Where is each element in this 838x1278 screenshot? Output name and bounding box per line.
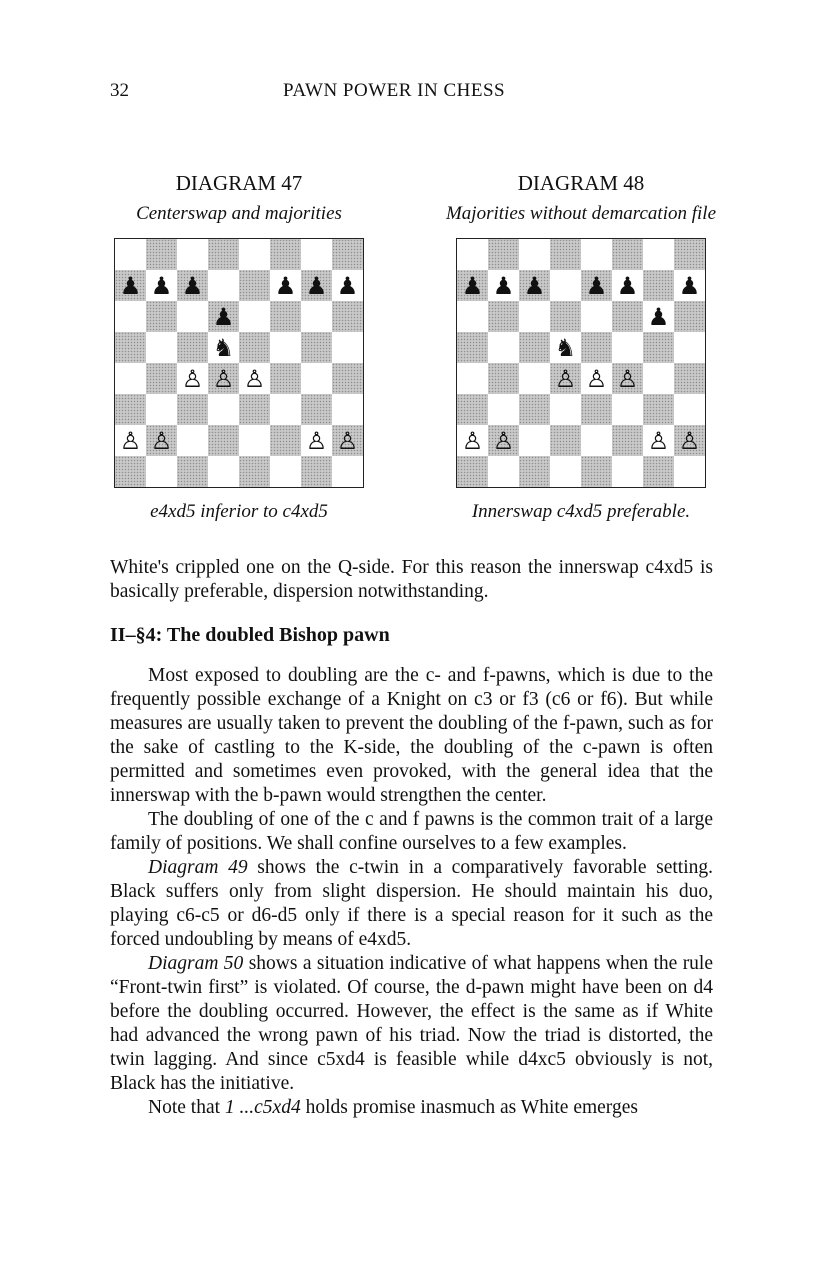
board-square xyxy=(643,363,674,394)
board-square xyxy=(208,363,239,394)
board-square xyxy=(301,425,332,456)
board-square xyxy=(519,456,550,487)
board-square xyxy=(301,332,332,363)
board-square xyxy=(239,456,270,487)
board-square xyxy=(332,270,363,301)
board-square xyxy=(270,456,301,487)
black-knight-icon: ♞ xyxy=(554,333,577,362)
board-square xyxy=(239,394,270,425)
board-square xyxy=(177,301,208,332)
white-pawn-icon: ♙ xyxy=(585,364,608,393)
white-pawn-icon: ♙ xyxy=(616,364,639,393)
board-square xyxy=(239,270,270,301)
board-square xyxy=(519,363,550,394)
board-square xyxy=(270,363,301,394)
board-square xyxy=(643,270,674,301)
board-square xyxy=(208,425,239,456)
paragraph: Most exposed to doubling are the c- and f-pawns, which is due to the frequently possible exchange of a Knight on c3 or f3 (c6 or f6). But while measures are usually taken to prevent the doubling of the f-pawn, such as for the sake of castling to the K-side, the doubling of the c-pawn is often permitted and sometimes even provoked, with the general idea that the innerswap with the b-pawn would strengthen the center. xyxy=(110,665,713,806)
board-square xyxy=(488,394,519,425)
board-square xyxy=(115,363,146,394)
board-square xyxy=(581,301,612,332)
black-pawn-icon: ♟ xyxy=(336,271,359,300)
board-square xyxy=(332,425,363,456)
board-square xyxy=(270,394,301,425)
board-square xyxy=(270,301,301,332)
black-pawn-icon: ♟ xyxy=(119,271,142,300)
board-square xyxy=(177,425,208,456)
board-square xyxy=(581,425,612,456)
board-square xyxy=(581,394,612,425)
board-square xyxy=(550,270,581,301)
diagram-47 xyxy=(89,168,389,526)
board-square xyxy=(674,270,705,301)
board-square xyxy=(177,332,208,363)
board-square xyxy=(301,270,332,301)
page-number: 32 xyxy=(110,80,129,101)
board-square xyxy=(301,363,332,394)
board-square xyxy=(239,332,270,363)
board-square xyxy=(146,301,177,332)
black-pawn-icon: ♟ xyxy=(492,271,515,300)
white-pawn-icon: ♙ xyxy=(461,426,484,455)
board-square xyxy=(674,394,705,425)
black-pawn-icon: ♟ xyxy=(678,271,701,300)
white-pawn-icon: ♙ xyxy=(678,426,701,455)
board-square xyxy=(674,332,705,363)
board-square xyxy=(208,270,239,301)
board-square xyxy=(674,456,705,487)
board-square xyxy=(332,301,363,332)
board-square xyxy=(581,456,612,487)
paragraph-text: holds promise inasmuch as White emerges xyxy=(300,1097,638,1118)
board-square xyxy=(146,363,177,394)
board-square xyxy=(488,456,519,487)
diagram-reference: Diagram 50 xyxy=(148,953,244,974)
board-square xyxy=(208,332,239,363)
board-square xyxy=(146,456,177,487)
board-square xyxy=(581,239,612,270)
board-square xyxy=(115,332,146,363)
board-square xyxy=(239,363,270,394)
board-square xyxy=(488,332,519,363)
paragraph: The doubling of one of the c and f pawns is the common trait of a large family of positions. We shall confine ourselves to a few examples. xyxy=(110,809,713,854)
board-square xyxy=(301,239,332,270)
board-square xyxy=(519,301,550,332)
black-pawn-icon: ♟ xyxy=(274,271,297,300)
board-square xyxy=(550,332,581,363)
white-pawn-icon: ♙ xyxy=(243,364,266,393)
board-square xyxy=(643,332,674,363)
board-square xyxy=(519,425,550,456)
board-square xyxy=(457,425,488,456)
board-square xyxy=(239,239,270,270)
board-square xyxy=(674,363,705,394)
paragraph xyxy=(110,856,713,952)
board-square xyxy=(612,363,643,394)
board-square xyxy=(612,301,643,332)
board-square xyxy=(239,425,270,456)
black-pawn-icon: ♟ xyxy=(305,271,328,300)
section-heading: II–§4: The doubled Bishop pawn xyxy=(110,624,390,646)
board-square xyxy=(488,363,519,394)
board-square xyxy=(581,363,612,394)
board-square xyxy=(146,270,177,301)
board-square xyxy=(457,301,488,332)
board-square xyxy=(208,394,239,425)
board-square xyxy=(674,425,705,456)
board-square xyxy=(301,301,332,332)
board-square xyxy=(457,394,488,425)
board-square xyxy=(612,239,643,270)
move-reference: 1 ...c5xd4 xyxy=(224,1097,301,1118)
board-square xyxy=(488,301,519,332)
board-square xyxy=(519,270,550,301)
board-square xyxy=(643,456,674,487)
board-square xyxy=(301,394,332,425)
board-square xyxy=(332,363,363,394)
board-square xyxy=(208,301,239,332)
black-pawn-icon: ♟ xyxy=(461,271,484,300)
diagram-title: DIAGRAM 47 xyxy=(175,171,303,195)
black-pawn-icon: ♟ xyxy=(523,271,546,300)
board-square xyxy=(270,425,301,456)
board-square xyxy=(457,332,488,363)
board-square xyxy=(612,425,643,456)
black-pawn-icon: ♟ xyxy=(647,302,670,331)
black-knight-icon: ♞ xyxy=(212,333,235,362)
board-square xyxy=(332,239,363,270)
board-square xyxy=(550,394,581,425)
board-square xyxy=(177,456,208,487)
black-pawn-icon: ♟ xyxy=(585,271,608,300)
board-square xyxy=(208,456,239,487)
board-square xyxy=(115,425,146,456)
board-square xyxy=(115,270,146,301)
board-square xyxy=(177,363,208,394)
board-square xyxy=(301,456,332,487)
board-square xyxy=(550,239,581,270)
running-head xyxy=(0,80,838,108)
paragraph: White's crippled one on the Q-side. For this reason the innerswap c4xd5 is basically preferable, dispersion notwithstanding. xyxy=(110,557,713,602)
black-pawn-icon: ♟ xyxy=(212,302,235,331)
board-square xyxy=(177,239,208,270)
board-square xyxy=(581,332,612,363)
board-square xyxy=(270,270,301,301)
white-pawn-icon: ♙ xyxy=(212,364,235,393)
diagram-reference: Diagram 49 xyxy=(148,857,248,878)
white-pawn-icon: ♙ xyxy=(305,426,328,455)
board-square xyxy=(488,239,519,270)
board-square xyxy=(177,270,208,301)
diagram-48 xyxy=(426,168,736,526)
diagram-subtitle: Majorities without demarcation file xyxy=(445,203,717,224)
diagram-caption: e4xd5 inferior to c4xd5 xyxy=(150,501,328,522)
board-square xyxy=(612,456,643,487)
board-square xyxy=(550,456,581,487)
white-pawn-icon: ♙ xyxy=(647,426,670,455)
board-square xyxy=(488,270,519,301)
board-square xyxy=(519,239,550,270)
chess-board xyxy=(114,238,364,488)
board-square xyxy=(457,456,488,487)
body-text xyxy=(110,664,713,1120)
board-square xyxy=(115,394,146,425)
board-square xyxy=(270,239,301,270)
board-square xyxy=(457,239,488,270)
board-square xyxy=(581,270,612,301)
white-pawn-icon: ♙ xyxy=(119,426,142,455)
board-square xyxy=(115,456,146,487)
board-square xyxy=(643,394,674,425)
paragraph-text: shows a situation indicative of what happens when the rule “Front-twin first” is violated. Of course, the d-pawn might have been on d4 before the doubling occurred. However, the effect is the same as if White had advanced the wrong pawn of his triad. Now the triad is distorted, the twin lagging. And since c5xd4 is feasible while d4xc5 obviously is not, Black has the initiative. xyxy=(110,953,714,1094)
board-square xyxy=(612,394,643,425)
paragraph-text: Note that xyxy=(148,1097,225,1118)
board-square xyxy=(239,301,270,332)
board-square xyxy=(550,363,581,394)
paragraph xyxy=(110,1096,713,1120)
board-square xyxy=(332,394,363,425)
board-square xyxy=(332,456,363,487)
board-square xyxy=(674,239,705,270)
board-square xyxy=(519,332,550,363)
white-pawn-icon: ♙ xyxy=(181,364,204,393)
board-square xyxy=(643,425,674,456)
board-square xyxy=(146,239,177,270)
board-square xyxy=(177,394,208,425)
white-pawn-icon: ♙ xyxy=(150,426,173,455)
board-square xyxy=(208,239,239,270)
diagram-caption: Innerswap c4xd5 preferable. xyxy=(471,501,691,522)
board-square xyxy=(612,270,643,301)
board-square xyxy=(270,332,301,363)
black-pawn-icon: ♟ xyxy=(616,271,639,300)
black-pawn-icon: ♟ xyxy=(181,271,204,300)
board-square xyxy=(488,425,519,456)
white-pawn-icon: ♙ xyxy=(336,426,359,455)
board-square xyxy=(612,332,643,363)
board-square xyxy=(643,301,674,332)
board-square xyxy=(115,239,146,270)
board-square xyxy=(146,332,177,363)
board-square xyxy=(115,301,146,332)
board-square xyxy=(674,301,705,332)
board-square xyxy=(146,425,177,456)
board-square xyxy=(550,301,581,332)
board-square xyxy=(457,270,488,301)
board-square xyxy=(146,394,177,425)
board-square xyxy=(550,425,581,456)
board-square xyxy=(643,239,674,270)
board-square xyxy=(457,363,488,394)
chess-board xyxy=(456,238,706,488)
continuation-paragraph xyxy=(110,556,713,604)
board-square xyxy=(519,394,550,425)
paragraph-text: shows the c-twin in a comparatively favorable setting. Black suffers only from slight dispersion. He should maintain his duo, playing c6-c5 or d6-d5 only if there is a special reason for it such as the forced undoubling by means of e4xd5. xyxy=(110,857,714,950)
running-title: PAWN POWER IN CHESS xyxy=(283,80,506,101)
diagram-subtitle: Centerswap and majorities xyxy=(136,203,342,224)
black-pawn-icon: ♟ xyxy=(150,271,173,300)
white-pawn-icon: ♙ xyxy=(492,426,515,455)
white-pawn-icon: ♙ xyxy=(554,364,577,393)
board-square xyxy=(332,332,363,363)
paragraph xyxy=(110,952,713,1096)
diagram-title: DIAGRAM 48 xyxy=(517,171,645,195)
